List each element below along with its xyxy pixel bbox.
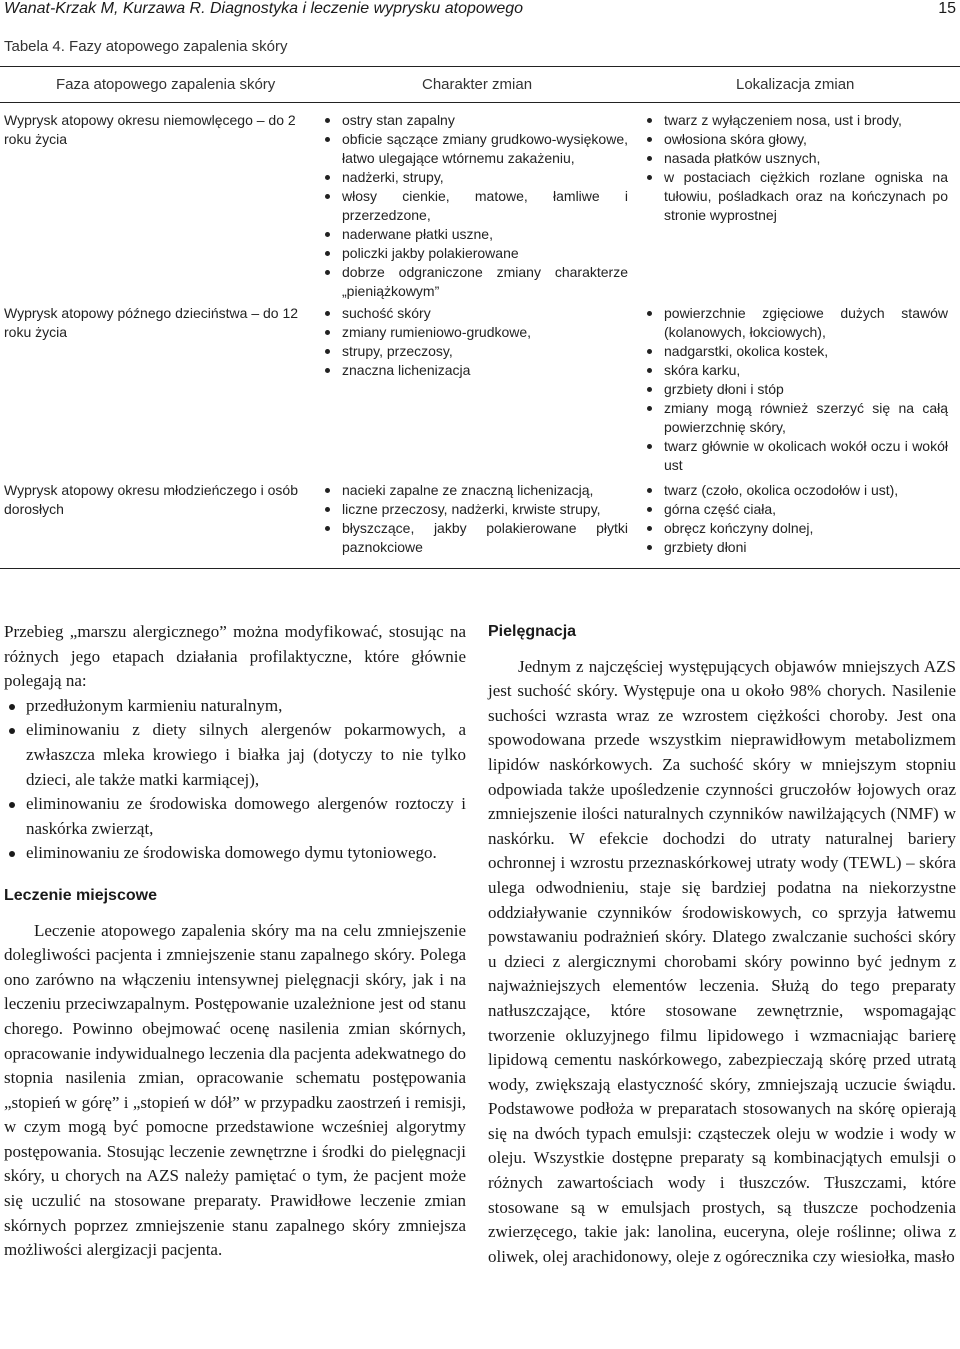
list-item: nadżerki, strupy,	[322, 168, 628, 187]
section-heading-care: Pielęgnacja	[488, 623, 577, 640]
list-item: policzki jakby polakierowane	[322, 244, 628, 263]
list-item: ostry stan zapalny	[322, 111, 628, 130]
table-header-rule	[0, 102, 960, 103]
local-treatment-paragraph: Leczenie atopowego zapalenia skóry ma na celu zmniejszenie dolegliwości pacjenta i zmniejszenie stanu zapalnego skóry. Polega ono zarówno na włączeniu intensywnej pielęgnacji skóry, jak i na leczeniu przeciwzapalnym. Postępowanie uzależnione jest od stanu chorego. Powinno obejmować ocenę nasilenia zmian skórnych, opracowanie indywidualnego leczenia dla pacjenta adekwatnego do stopnia nasilenia zmian, opracowanie schematu postępowania „stopień w górę” i „stopień w dół” w przypadku zaostrzeń i remisji, w czym mogą być pomocne przedstawione wcześniej algorytmy postępowania. Stosując leczenie zewnętrzne i środki do pielęgnacji skóry, u chorych na AZS należy pamiętać o tym, że pacjent może się uczulić na stosowane preparaty. Prawidłowe leczenie zmian skórnych poprzez zmniejszenie stanu zapalnego skóry zmniejsza możliwości alergizacji pacjenta.	[4, 920, 466, 1260]
table-header-phase: Faza atopowego zapalenia skóry	[56, 76, 276, 93]
list-item: dobrze odgraniczone zmiany charakterze „pieniążkowym”	[322, 263, 628, 301]
table-cell-phase: Wyprysk atopowy późnego dzieciństwa – do 12 roku życia	[4, 305, 299, 340]
table-top-rule	[0, 66, 960, 67]
table-cell-location	[644, 304, 948, 475]
left-column	[4, 620, 466, 1263]
list-item: liczne przeczosy, nadżerki, krwiste strupy,	[322, 500, 628, 519]
list-item: nacieki zapalne ze znaczną lichenizacją,	[322, 481, 628, 500]
running-header	[4, 0, 956, 22]
list-item: włosy cienkie, matowe, łamliwe i przerzedzone,	[322, 187, 628, 225]
list-item: nadgarstki, okolica kostek,	[644, 342, 948, 361]
list-item: grzbiety dłoni i stóp	[644, 380, 948, 399]
table-cell-changes	[322, 304, 628, 380]
list-item: skóra karku,	[644, 361, 948, 380]
list-item: zmiany mogą również szerzyć się na całą powierzchnię skóry,	[644, 399, 948, 437]
table-cell-phase: Wyprysk atopowy okresu młodzieńczego i osób dorosłych	[4, 482, 299, 517]
list-item: naderwane płatki uszne,	[322, 225, 628, 244]
list-item: twarz głównie w okolicach wokół oczu i wokół ust	[644, 437, 948, 475]
table-cell-changes	[322, 481, 628, 557]
table-header-changes: Charakter zmian	[422, 76, 533, 93]
list-item: obręcz kończyny dolnej,	[644, 519, 948, 538]
list-item: nasada płatków usznych,	[644, 149, 948, 168]
table-cell-location	[644, 111, 948, 225]
list-item: powierzchnie zgięciowe dużych stawów (kolanowych, łokciowych),	[644, 304, 948, 342]
list-item: górna część ciała,	[644, 500, 948, 519]
list-item: w postaciach ciężkich rozlane ogniska na tułowiu, pośladkach oraz na kończynach po stronie wyprostnej	[644, 168, 948, 225]
section-heading-local-treatment: Leczenie miejscowe	[4, 886, 157, 904]
right-column	[488, 620, 956, 1269]
list-item: znaczna lichenizacja	[322, 361, 628, 380]
list-item: strupy, przeczosy,	[322, 342, 628, 361]
list-item: owłosiona skóra głowy,	[644, 130, 948, 149]
list-item: suchość skóry	[322, 304, 628, 323]
list-item: eliminowaniu ze środowiska domowego dymu tytoniowego.	[4, 841, 466, 866]
table-bottom-rule	[0, 568, 960, 569]
list-item: błyszczące, jakby polakierowane płytki paznokciowe	[322, 519, 628, 557]
table-cell-changes	[322, 111, 628, 301]
page-number: 15	[938, 0, 956, 17]
list-item: grzbiety dłoni	[644, 538, 948, 557]
care-paragraph: Jednym z najczęściej występujących objawów mniejszych AZS jest suchość skóry. Występuje ona u około 98% chorych. Nasilenie suchości wzrasta wraz ze wzrostem ciężkości choroby. Jest ona spowodowana przede wszystkim nieprawidłowym metabolizmem lipidów naskórkowych. Za suchość skóry w mniejszym stopniu odpowiada także upośledzenie czynności gruczołów łojowych oraz zmniejszenie ilości naturalnych czynników nawilżających (NMF) w naskórku. W efekcie dochodzi do utraty naturalnej bariery ochronnej i wzrostu przeznaskórkowej utraty wody (TEWL) – skóra ulega odwodnieniu, staje się bardziej podatna na niekorzystne oddziaływanie czynników środowiskowych, co sprzyja łatwemu powstawaniu podrażnień skóry. Dlatego zwalczanie suchości skóry u dzieci z alergicznymi chorobami skóry powinno być jednym z najważniejszych elementów leczenia. Służą do tego preparaty natłuszczające, które stosowane zewnętrznie, wspomagając tworzenie okluzyjnego filmu lipidowego i wzmacniając barierę lipidową cementu naskórkowego, zabezpieczają skórę przed utratą wody, zwiększają elastyczność skóry, zmniejszają uczucie świądu. Podstawowe podłoża w preparatach stosowanych na skórę opierają się na dwóch typach emulsji: cząsteczek oleju w wodzie i wody w oleju. Wszystkie dostępne preparaty są kombinacjątych emulsji o różnych zawartościach wody i tłuszczów. Tłuszczami, które stosowane są w emulsjach prostych, są tłuszcze pochodzenia zwierzęcego, takie jak: lanolina, euceryna, oleje roślinne; oliwa z oliwek, olej arachidonowy, oleje z ogórecznika czy wiesiołka, masło	[488, 656, 956, 1266]
list-item: twarz z wyłączeniem nosa, ust i brody,	[644, 111, 948, 130]
table-cell-location	[644, 481, 948, 557]
table-cell-phase: Wyprysk atopowy okresu niemowlęcego – do 2 roku życia	[4, 112, 296, 147]
list-item: eliminowaniu ze środowiska domowego alergenów roztoczy i naskórka zwierząt,	[4, 792, 466, 841]
intro-paragraph: Przebieg „marszu alergicznego” można modyfikować, stosując na różnych jego etapach działania profilaktyczne, które głównie polegają na:	[4, 622, 466, 691]
table-header-location: Lokalizacja zmian	[736, 76, 855, 93]
list-item: obficie sączące zmiany grudkowo-wysiękowe, łatwo ulegające wtórnemu zakażeniu,	[322, 130, 628, 168]
table-caption: Tabela 4. Fazy atopowego zapalenia skóry	[4, 38, 288, 55]
list-item: twarz (czoło, okolica oczodołów i ust),	[644, 481, 948, 500]
list-item: eliminowaniu z diety silnych alergenów pokarmowych, a zwłaszcza mleka krowiego i białka jaj (dotyczy to nie tylko dzieci, ale także matki karmiącej),	[4, 718, 466, 792]
list-item: zmiany rumieniowo-grudkowe,	[322, 323, 628, 342]
running-title: Wanat-Krzak M, Kurzawa R. Diagnostyka i leczenie wyprysku atopowego	[4, 0, 524, 17]
prevention-list	[4, 694, 466, 866]
list-item: przedłużonym karmieniu naturalnym,	[4, 694, 466, 719]
